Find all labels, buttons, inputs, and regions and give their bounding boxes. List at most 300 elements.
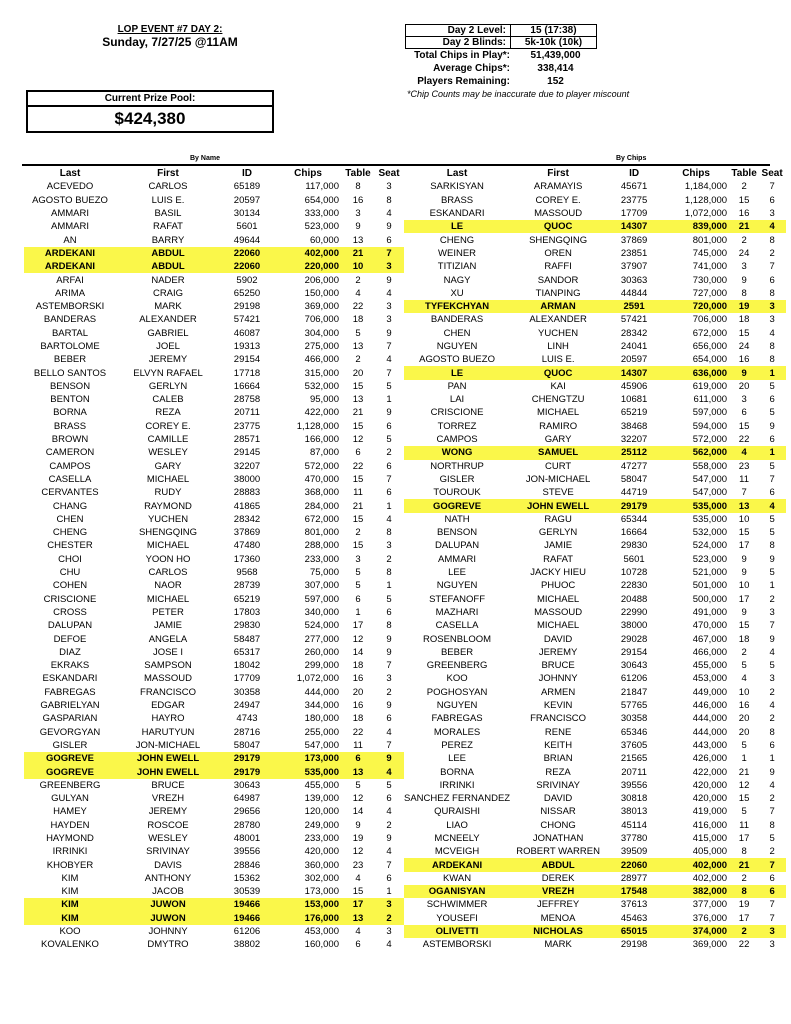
chips-cell: 95,000 (309, 394, 339, 406)
table-cell: 8 (741, 846, 747, 858)
col-chips-header: Chips (294, 168, 322, 180)
chips-cell: 220,000 (274, 260, 342, 273)
last-name-cell: CHOI (58, 553, 82, 565)
table-cell: 2 (741, 872, 747, 884)
table-cell: 17 (738, 540, 750, 552)
table-row (404, 247, 786, 260)
table-row (404, 393, 786, 406)
first-name-cell: ANGELA (148, 633, 188, 645)
last-name-cell: IRRINKI (439, 779, 475, 791)
col-table-header: Table (731, 168, 757, 180)
last-name-cell: AMMARI (51, 221, 89, 233)
seat-cell: 3 (386, 181, 392, 193)
table-row (24, 593, 404, 606)
table-row (404, 473, 786, 486)
last-name-cell: ARDEKANI (404, 858, 510, 871)
first-name-cell: REZA (155, 407, 181, 419)
chips-cell: 422,000 (692, 766, 728, 778)
last-name-cell: DALUPAN (434, 540, 480, 552)
table-row (24, 473, 404, 486)
section-by-chips-label: By Chips (616, 155, 647, 162)
last-name-cell: XU (450, 287, 464, 299)
seat-cell: 2 (386, 686, 392, 698)
prize-pool-label: Current Prize Pool: (28, 92, 272, 107)
first-name-cell: CRAIG (152, 287, 184, 299)
table-cell: 9 (355, 819, 361, 831)
last-name-cell: LE (404, 366, 510, 379)
table-row (404, 606, 786, 619)
table-row (404, 805, 786, 818)
table-cell: 14 (352, 806, 364, 818)
seat-cell: 1 (386, 886, 392, 898)
table-row (24, 672, 404, 685)
chips-cell: 491,000 (692, 606, 728, 618)
last-name-cell: GASPARIAN (42, 713, 98, 725)
chips-cell: 426,000 (692, 753, 728, 765)
table-row (24, 712, 404, 725)
table-cell: 22 (738, 434, 750, 446)
first-name-cell: LINH (547, 341, 569, 352)
table-cell: 2 (741, 181, 747, 193)
chips-cell: 60,000 (309, 234, 339, 246)
first-name-cell: BRUCE (151, 779, 185, 791)
table-row (24, 406, 404, 419)
chips-cell: 597,000 (692, 407, 728, 419)
seat-cell: 8 (769, 540, 775, 552)
table-cell: 2 (741, 646, 747, 658)
chips-cell: 120,000 (304, 806, 339, 818)
players-by-chips-table (404, 167, 786, 952)
table-cell: 7 (741, 487, 747, 499)
table-row (404, 739, 786, 752)
seat-cell: 5 (769, 660, 775, 672)
seat-cell: 7 (769, 899, 775, 911)
id-cell: 57421 (620, 314, 648, 326)
table-cell: 4 (741, 673, 747, 685)
id-cell: 32207 (233, 460, 261, 472)
first-name-cell: DAVIS (154, 859, 182, 871)
seat-cell: 6 (769, 394, 775, 406)
chips-cell: 315,000 (304, 367, 339, 379)
first-name-cell: FRANCISCO (140, 686, 196, 698)
id-cell: 65015 (606, 925, 662, 938)
last-name-cell: BROWN (51, 434, 89, 446)
first-name-cell: NAOR (154, 580, 182, 592)
first-name-cell: GARY (544, 434, 572, 446)
id-cell: 58487 (233, 633, 261, 645)
table-row (24, 393, 404, 406)
id-cell: 37613 (620, 899, 648, 911)
first-name-cell: CHENGTZU (531, 394, 585, 406)
table-row (24, 366, 404, 379)
table-cell: 13 (342, 912, 374, 925)
last-name-cell: BANDERAS (43, 314, 97, 326)
chips-cell: 173,000 (274, 752, 342, 765)
seat-cell: 7 (769, 261, 775, 273)
first-name-cell: MICHAEL (146, 540, 190, 552)
last-name-cell: KHOBYER (46, 859, 94, 871)
tournament-stats (405, 49, 630, 99)
first-name-cell: RUDY (154, 487, 182, 499)
table-row (404, 619, 786, 632)
chips-cell: 801,000 (304, 527, 339, 539)
seat-cell: 4 (769, 700, 775, 712)
chips-cell: 402,000 (274, 247, 342, 260)
seat-cell: 6 (386, 872, 392, 884)
table-row (24, 207, 404, 220)
chips-cell: 470,000 (692, 620, 728, 632)
first-name-cell: CALEB (152, 394, 184, 406)
first-name-cell: JOHNNY (148, 926, 188, 938)
seat-cell: 5 (769, 407, 775, 419)
first-name-cell: VREZH (151, 793, 185, 805)
last-name-cell: GULYAN (51, 793, 89, 805)
last-name-cell: POGHOSYAN (426, 686, 488, 698)
last-name-cell: BEBER (440, 646, 474, 658)
table-row (24, 832, 404, 845)
id-cell: 57765 (620, 700, 648, 712)
last-name-cell: WONG (404, 446, 510, 459)
last-name-cell: LIAO (446, 819, 468, 831)
last-name-cell: IRRINKI (52, 846, 88, 858)
seat-cell: 3 (769, 208, 775, 220)
table-row (24, 699, 404, 712)
table-row (24, 180, 404, 193)
id-cell: 20488 (620, 593, 648, 605)
chips-cell: 153,000 (274, 898, 342, 911)
table-row (24, 566, 404, 579)
table-cell: 5 (741, 660, 747, 672)
last-name-cell: MCNEELY (434, 832, 480, 844)
table-cell: 5 (741, 806, 747, 818)
table-row (24, 247, 404, 260)
last-name-cell: HAYMOND (46, 832, 94, 844)
table-cell: 22 (738, 939, 750, 951)
chips-cell: 180,000 (304, 713, 339, 725)
chips-cell: 368,000 (304, 487, 339, 499)
first-name-cell: KEITH (544, 739, 573, 751)
col-table-header: Table (345, 168, 371, 180)
seat-cell: 2 (386, 553, 392, 565)
level-value: 15 (17:38) (511, 25, 597, 37)
id-cell: 30358 (620, 713, 648, 725)
first-name-cell: JOSE I (152, 646, 184, 658)
first-name-cell: MICHAEL (146, 593, 190, 605)
chips-cell: 521,000 (692, 567, 728, 579)
first-name-cell: OREN (544, 247, 572, 259)
table-row (404, 260, 786, 273)
table-row (404, 300, 786, 313)
id-cell: 29179 (220, 765, 274, 778)
id-cell: 38000 (620, 620, 648, 632)
table-cell: 15 (738, 420, 750, 432)
chips-cell: 656,000 (692, 341, 728, 352)
chips-cell: 467,000 (692, 633, 728, 645)
id-cell: 28758 (233, 394, 261, 406)
seat-cell: 8 (769, 819, 775, 831)
seat-cell: 7 (758, 858, 786, 871)
id-cell: 30643 (233, 779, 261, 791)
chips-cell: 302,000 (304, 872, 339, 884)
table-header-row (404, 167, 786, 180)
last-name-cell: MORALES (433, 726, 481, 738)
table-row (24, 499, 404, 512)
first-name-cell: GARY (154, 460, 182, 472)
first-name-cell: CURT (544, 460, 572, 472)
id-cell: 30539 (233, 886, 261, 898)
table-cell: 12 (352, 633, 364, 645)
table-cell: 4 (730, 446, 758, 459)
first-name-cell: RENE (544, 726, 572, 738)
chips-cell: 402,000 (692, 872, 728, 884)
chips-cell: 117,000 (305, 181, 339, 193)
id-cell: 29179 (606, 499, 662, 512)
first-name-cell: QUOC (510, 366, 606, 379)
seat-cell: 1 (386, 394, 392, 406)
table-row (24, 353, 404, 366)
last-name-cell: KOO (446, 673, 468, 685)
last-name-cell: KIM (61, 886, 79, 898)
seat-cell: 3 (374, 898, 404, 911)
table-cell: 12 (738, 779, 750, 791)
first-name-cell: MICHAEL (536, 593, 580, 605)
first-name-cell: ELVYN RAFAEL (133, 367, 203, 379)
id-cell: 18042 (233, 660, 261, 672)
id-cell: 29145 (233, 447, 261, 459)
id-cell: 17709 (233, 673, 261, 685)
seat-cell: 5 (386, 593, 392, 605)
id-cell: 21847 (620, 686, 648, 698)
table-row (404, 938, 786, 951)
seat-cell: 8 (386, 567, 392, 579)
table-cell: 3 (355, 208, 361, 220)
table-row (404, 380, 786, 393)
table-cell: 11 (739, 473, 750, 485)
chips-cell: 523,000 (304, 221, 339, 233)
table-row (404, 593, 786, 606)
section-by-name-label: By Name (190, 155, 220, 162)
chips-cell: 453,000 (692, 673, 728, 685)
last-name-cell: KIM (61, 872, 79, 884)
table-cell: 21 (352, 407, 364, 419)
table-cell: 20 (352, 686, 364, 698)
level-box (405, 24, 597, 49)
last-name-cell: COHEN (52, 580, 88, 592)
last-name-cell: GISLER (439, 473, 475, 485)
seat-cell: 3 (769, 314, 775, 326)
last-name-cell: CASELLA (435, 620, 479, 632)
table-cell: 19 (730, 300, 758, 313)
table-cell: 19 (352, 832, 364, 844)
table-row (404, 765, 786, 778)
last-name-cell: GOGREVE (24, 752, 116, 765)
seat-cell: 4 (386, 354, 392, 366)
table-row (404, 632, 786, 645)
table-row (404, 420, 786, 433)
last-name-cell: ACEVEDO (46, 181, 94, 193)
table-row (404, 207, 786, 220)
id-cell: 47480 (233, 540, 261, 552)
id-cell: 22060 (606, 858, 662, 871)
first-name-cell: NISSAR (540, 806, 576, 818)
seat-cell: 4 (769, 646, 775, 658)
last-name-cell: NGUYEN (436, 341, 478, 352)
id-cell: 37605 (620, 739, 648, 751)
id-cell: 41865 (233, 500, 261, 512)
last-name-cell: PAN (447, 380, 467, 392)
total-chips-value: 51,439,000 (530, 50, 581, 61)
table-cell: 23 (352, 859, 364, 871)
last-name-cell: BANDERAS (430, 314, 484, 326)
table-cell: 10 (738, 513, 750, 525)
table-cell: 17 (738, 832, 750, 844)
last-name-cell: ROSENBLOOM (422, 633, 492, 645)
table-row (24, 819, 404, 832)
last-name-cell: BARTOLOME (40, 341, 100, 352)
chips-cell: 500,000 (692, 593, 728, 605)
id-cell: 17360 (233, 553, 261, 565)
chips-cell: 304,000 (304, 327, 339, 339)
table-cell: 8 (741, 287, 747, 299)
table-row (404, 180, 786, 193)
seat-cell: 3 (769, 939, 775, 951)
first-name-cell: DAVID (543, 793, 573, 805)
table-cell: 12 (352, 434, 364, 446)
first-name-cell: TIANPING (535, 287, 581, 299)
first-name-cell: PETER (152, 606, 184, 618)
first-name-cell: REZA (545, 766, 571, 778)
seat-cell: 9 (386, 327, 392, 339)
chips-cell: 547,000 (692, 473, 728, 485)
table-cell: 5 (355, 580, 361, 592)
chips-cell: 535,000 (274, 765, 342, 778)
seat-cell: 5 (769, 513, 775, 525)
table-cell: 6 (355, 447, 361, 459)
table-row (404, 539, 786, 552)
id-cell: 20711 (234, 407, 260, 419)
header-divider (22, 164, 770, 166)
first-name-cell: JEREMY (148, 354, 188, 366)
id-cell: 37780 (620, 832, 648, 844)
table-cell: 13 (352, 341, 364, 352)
last-name-cell: ESKANDARI (42, 673, 98, 685)
chips-cell: 1,128,000 (296, 420, 339, 432)
id-cell: 2591 (606, 300, 662, 313)
chips-cell: 839,000 (662, 220, 730, 233)
id-cell: 22830 (620, 580, 648, 592)
table-row (24, 260, 404, 273)
seat-cell: 6 (386, 420, 392, 432)
table-row (24, 606, 404, 619)
last-name-cell: CHENG (52, 527, 88, 539)
table-cell: 3 (741, 394, 747, 406)
first-name-cell: CHONG (540, 819, 576, 831)
last-name-cell: KWAN (442, 872, 472, 884)
table-cell: 17 (352, 620, 364, 632)
chips-cell: 369,000 (304, 301, 339, 313)
table-row (24, 579, 404, 592)
seat-cell: 1 (769, 753, 775, 765)
first-name-cell: BASIL (154, 208, 182, 220)
last-name-cell: CHU (59, 567, 81, 579)
last-name-cell: CAMPOS (436, 434, 478, 446)
table-cell: 2 (355, 527, 361, 539)
seat-cell: 2 (374, 912, 404, 925)
seat-cell: 6 (386, 793, 392, 805)
table-cell: 4 (355, 287, 361, 299)
table-row (404, 366, 786, 379)
first-name-cell: GABRIEL (147, 327, 189, 339)
seat-cell: 6 (386, 234, 392, 246)
event-title: LOP EVENT #7 DAY 2: (117, 24, 223, 35)
id-cell: 9568 (236, 567, 258, 579)
chips-cell: 547,000 (692, 487, 728, 499)
seat-cell: 9 (386, 700, 392, 712)
table-row (24, 765, 404, 778)
last-name-cell: TOUROUK (433, 487, 481, 499)
table-cell: 5 (741, 739, 747, 751)
average-chips-value: 338,414 (537, 63, 574, 74)
id-cell: 65344 (620, 513, 648, 525)
table-cell: 16 (352, 194, 364, 206)
table-row (24, 858, 404, 871)
seat-cell: 2 (769, 713, 775, 725)
seat-cell: 6 (769, 487, 775, 499)
table-cell: 9 (730, 366, 758, 379)
table-cell: 21 (738, 766, 750, 778)
first-name-cell: EDGAR (151, 700, 185, 712)
table-row (24, 287, 404, 300)
last-name-cell: CHESTER (47, 540, 93, 552)
seat-cell: 2 (386, 447, 392, 459)
last-name-cell: AMMARI (51, 208, 89, 220)
seat-cell: 7 (386, 367, 392, 379)
chips-cell: 333,000 (304, 208, 339, 220)
last-name-cell: CERVANTES (41, 487, 99, 499)
first-name-cell: GERLYN (148, 380, 188, 392)
seat-cell: 3 (758, 925, 786, 938)
table-cell: 2 (355, 274, 361, 286)
id-cell: 58047 (233, 739, 261, 751)
table-cell: 6 (741, 407, 747, 419)
table-row (404, 792, 786, 805)
id-cell: 20597 (233, 194, 261, 206)
table-cell: 4 (355, 926, 361, 938)
players-by-name-body (24, 180, 404, 951)
first-name-cell: WESLEY (148, 832, 188, 844)
table-cell: 20 (738, 380, 750, 392)
last-name-cell: CRISCIONE (43, 593, 97, 605)
table-cell: 15 (352, 473, 364, 485)
table-cell: 15 (738, 620, 750, 632)
seat-cell: 7 (386, 660, 392, 672)
chips-cell: 166,000 (304, 434, 339, 446)
chips-cell: 706,000 (304, 314, 339, 326)
table-row (24, 938, 404, 951)
chips-cell: 453,000 (304, 926, 339, 938)
id-cell: 46087 (233, 327, 261, 339)
seat-cell: 9 (769, 633, 775, 645)
id-cell: 17718 (233, 367, 261, 379)
table-cell: 22 (352, 726, 364, 738)
table-cell: 11 (353, 487, 363, 499)
first-name-cell: SRIVINAY (536, 779, 580, 791)
last-name-cell: FABREGAS (431, 713, 483, 725)
table-cell: 16 (352, 700, 364, 712)
first-name-cell: JEREMY (148, 806, 188, 818)
table-row (24, 898, 404, 911)
chips-cell: 420,000 (692, 779, 728, 791)
